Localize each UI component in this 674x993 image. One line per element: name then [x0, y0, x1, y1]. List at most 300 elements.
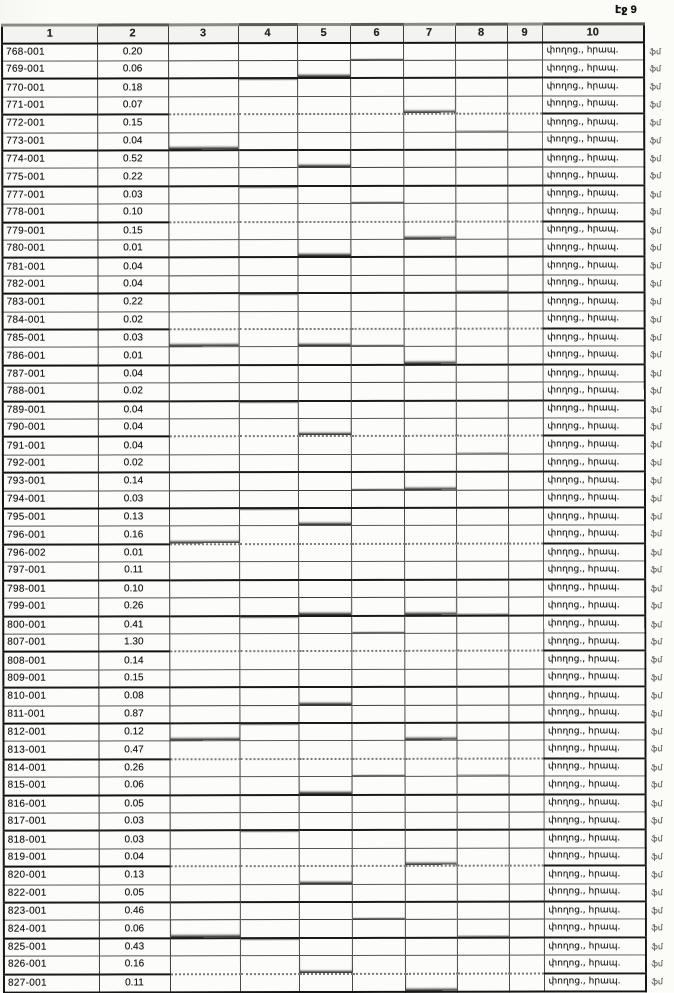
empty-cell [298, 436, 351, 454]
empty-cell [169, 669, 239, 687]
table-row [3, 472, 645, 491]
table-row [3, 507, 645, 526]
area-value: 0.06 [99, 777, 170, 795]
land-use-note-text: փողոց., հրապ. [547, 349, 620, 360]
margin-mark: ֆմ [651, 834, 663, 844]
empty-cell [239, 544, 298, 562]
empty-cell [350, 221, 403, 239]
empty-cell [298, 651, 351, 669]
empty-cell [298, 580, 351, 598]
empty-cell [298, 365, 351, 383]
empty-cell [298, 723, 351, 741]
area-value: 0.03 [98, 490, 169, 508]
empty-cell [351, 418, 404, 436]
empty-cell [404, 705, 456, 723]
land-use-note-text: փողոց., հրապ. [546, 98, 619, 109]
margin-mark: ֆմ [649, 261, 662, 271]
empty-cell [168, 258, 238, 276]
empty-cell [456, 382, 508, 400]
margin-mark: ֆմ [651, 816, 663, 826]
empty-cell [404, 544, 456, 562]
empty-cell [352, 794, 405, 812]
empty-cell [298, 669, 351, 687]
land-use-note-text: փողոց., հրապ. [546, 170, 619, 181]
land-use-note [543, 472, 662, 490]
land-use-note-text: փողոց., հրապ. [546, 45, 619, 56]
land-use-note [543, 293, 662, 311]
area-value: 0.26 [98, 598, 169, 616]
margin-mark: ֆմ [650, 691, 663, 701]
empty-cell [297, 186, 350, 204]
empty-cell [508, 329, 543, 347]
empty-cell [298, 454, 351, 472]
empty-cell [509, 884, 544, 902]
land-use-note-text: փողոց., հրապ. [547, 403, 620, 414]
margin-mark: ֆմ [650, 333, 662, 343]
table-row [4, 866, 646, 885]
parcel-code: 780-001 [2, 240, 97, 258]
area-value: 0.03 [98, 329, 169, 347]
table-row [2, 239, 644, 258]
land-use-note-text: փողոց., հրապ. [547, 618, 620, 629]
parcel-code: 793-001 [3, 473, 98, 491]
empty-cell [508, 400, 543, 418]
header-row [2, 24, 644, 43]
table-row [4, 758, 646, 777]
empty-cell [457, 812, 509, 830]
empty-cell [508, 275, 543, 293]
land-use-note-text: փողոց., հրապ. [546, 117, 619, 128]
empty-cell [404, 329, 456, 347]
empty-cell [509, 919, 544, 937]
column-header-10: 10 [542, 24, 644, 42]
empty-cell [457, 776, 509, 794]
table-row [3, 561, 645, 580]
land-use-note [542, 96, 662, 114]
land-use-note [543, 615, 663, 633]
column-header-9: 9 [507, 24, 542, 42]
table-row [3, 651, 645, 670]
table-row [4, 919, 646, 938]
empty-cell [239, 401, 298, 419]
parcel-code: 788-001 [3, 383, 98, 401]
land-use-note-text: փողոց., հրապ. [547, 332, 620, 343]
table-row [4, 955, 646, 974]
empty-cell [239, 669, 298, 687]
empty-cell [351, 508, 404, 526]
area-value: 0.04 [98, 276, 169, 294]
land-use-note [542, 167, 662, 185]
empty-cell [456, 597, 508, 615]
land-use-note [544, 848, 663, 866]
empty-cell [299, 920, 352, 938]
parcel-code: 769-001 [2, 61, 97, 79]
land-use-note-text: փողոց., հրապ. [548, 886, 621, 897]
land-use-note [543, 633, 663, 651]
area-value: 0.08 [98, 687, 169, 705]
table-row [4, 883, 646, 902]
empty-cell [509, 955, 544, 973]
margin-mark: ֆմ [650, 619, 663, 629]
empty-cell [352, 776, 405, 794]
land-use-note-text: փողոց., հրապ. [546, 188, 619, 199]
empty-cell [351, 454, 404, 472]
land-use-note-text: փողոց., հրապ. [547, 296, 620, 307]
land-use-note-text: փողոց., հրապ. [546, 242, 619, 253]
empty-cell [239, 616, 298, 634]
empty-cell [298, 741, 351, 759]
area-value: 0.04 [98, 365, 169, 383]
empty-cell [351, 562, 404, 580]
empty-cell [297, 204, 350, 222]
parcel-code: 826-001 [4, 956, 99, 974]
empty-cell [404, 275, 456, 293]
empty-cell [351, 580, 404, 598]
empty-cell [239, 705, 298, 723]
parcel-code: 819-001 [4, 849, 99, 867]
empty-cell [509, 937, 544, 955]
area-value: 1.30 [98, 634, 169, 652]
empty-cell [297, 222, 350, 240]
empty-cell [405, 812, 457, 830]
empty-cell [238, 240, 297, 258]
empty-cell [238, 96, 297, 114]
land-use-note [544, 866, 663, 884]
empty-cell [403, 203, 455, 221]
table-row [2, 221, 644, 240]
table-row [2, 203, 644, 222]
empty-cell [239, 365, 298, 383]
empty-cell [508, 561, 543, 579]
empty-cell [351, 490, 404, 508]
land-use-note [543, 704, 663, 722]
empty-cell [456, 705, 508, 723]
empty-cell [455, 185, 507, 203]
empty-cell [405, 794, 457, 812]
land-use-note-text: փողոց., հրապ. [548, 761, 621, 772]
empty-cell [352, 902, 405, 920]
empty-cell [456, 687, 508, 705]
area-value: 0.11 [98, 562, 169, 580]
area-value: 0.14 [98, 652, 169, 670]
empty-cell [297, 150, 350, 168]
empty-cell [298, 418, 351, 436]
margin-mark: ֆմ [650, 458, 662, 468]
margin-mark: ֆմ [651, 959, 663, 969]
area-value: 0.10 [98, 580, 169, 598]
land-use-note [542, 42, 662, 60]
empty-cell [168, 222, 238, 240]
empty-cell [240, 920, 299, 938]
empty-cell [240, 830, 299, 848]
empty-cell [238, 114, 297, 132]
empty-cell [404, 741, 456, 759]
table-row [3, 418, 645, 437]
empty-cell [456, 561, 508, 579]
land-use-note [543, 382, 662, 400]
margin-mark: ֆմ [650, 422, 662, 432]
empty-cell [455, 96, 507, 114]
margin-mark: ֆմ [650, 565, 663, 575]
empty-cell [457, 830, 509, 848]
table-row [3, 328, 645, 347]
margin-mark: ֆմ [649, 171, 662, 181]
land-use-note [543, 507, 663, 525]
margin-mark: ֆմ [649, 64, 662, 74]
empty-cell [170, 848, 240, 866]
empty-cell [352, 830, 405, 848]
area-value: 0.03 [99, 831, 170, 849]
empty-cell [507, 60, 542, 78]
parcel-code: 770-001 [2, 79, 97, 97]
empty-cell [350, 239, 403, 257]
empty-cell [352, 956, 405, 974]
land-use-note-text: փողոց., հրապ. [547, 492, 620, 503]
parcel-code: 798-001 [3, 580, 98, 598]
land-use-note-text: փողոց., հրապ. [547, 635, 620, 647]
empty-cell [508, 633, 543, 651]
empty-cell [240, 813, 299, 831]
empty-cell [350, 203, 403, 221]
margin-mark: ֆմ [650, 297, 662, 307]
empty-cell [352, 920, 405, 938]
empty-cell [351, 400, 404, 418]
empty-cell [404, 669, 456, 687]
empty-cell [456, 400, 508, 418]
table-row [3, 579, 645, 598]
empty-cell [298, 490, 351, 508]
land-use-note-text: փողոց., հրապ. [548, 797, 621, 808]
margin-mark: ֆմ [650, 279, 662, 289]
empty-cell [299, 884, 352, 902]
empty-cell [297, 78, 350, 96]
margin-mark: ֆմ [651, 852, 663, 862]
area-value: 0.01 [98, 347, 169, 365]
empty-cell [509, 866, 544, 884]
parcel-code: 827-001 [4, 974, 99, 992]
empty-cell [405, 830, 457, 848]
empty-cell [299, 902, 352, 920]
empty-cell [299, 830, 352, 848]
area-value: 0.41 [98, 616, 169, 634]
empty-cell [298, 401, 351, 419]
empty-cell [239, 454, 298, 472]
empty-cell [457, 973, 509, 991]
area-value: 0.04 [98, 419, 169, 437]
table-row [3, 382, 645, 401]
land-use-note [544, 883, 663, 901]
table-row [2, 131, 644, 150]
margin-mark: ֆմ [650, 583, 663, 594]
margin-mark: ֆմ [650, 744, 663, 754]
empty-cell [456, 579, 508, 597]
land-use-note-text: փողոց., հրապ. [547, 726, 620, 737]
parcel-code: 789-001 [3, 401, 98, 419]
area-value: 0.15 [98, 670, 169, 688]
parcel-code: 782-001 [3, 276, 98, 294]
land-use-note [543, 364, 662, 382]
empty-cell [352, 884, 405, 902]
empty-cell [508, 651, 543, 669]
empty-cell [352, 848, 405, 866]
table-row [2, 113, 644, 132]
area-value: 0.06 [99, 920, 170, 938]
margin-mark: ֆմ [650, 404, 662, 414]
empty-cell [457, 794, 509, 812]
parcel-code: 814-001 [4, 759, 99, 777]
empty-cell [297, 96, 350, 114]
empty-cell [239, 490, 298, 508]
area-value: 0.07 [97, 97, 168, 115]
land-use-note [543, 328, 662, 346]
margin-mark: ֆմ [650, 386, 662, 396]
empty-cell [238, 78, 297, 96]
margin-mark: ֆմ [650, 314, 662, 324]
empty-cell [404, 418, 456, 436]
empty-cell [404, 347, 456, 365]
land-use-note-text: փողոց., հրապ. [547, 707, 620, 718]
parcel-code: 791-001 [3, 437, 98, 455]
empty-cell [239, 598, 298, 616]
parcel-code: 768-001 [2, 43, 97, 61]
parcel-code: 799-001 [3, 598, 98, 616]
empty-cell [456, 651, 508, 669]
empty-cell [350, 42, 403, 60]
table-row [3, 597, 645, 616]
empty-cell [169, 401, 239, 419]
land-use-note-text: փողոց., հրապ. [547, 367, 620, 379]
empty-cell [403, 150, 455, 168]
table-row [2, 42, 644, 61]
land-use-note-text: փողոց., հրապ. [548, 905, 621, 916]
empty-cell [299, 974, 352, 992]
parcel-code: 811-001 [3, 706, 98, 724]
empty-cell [239, 472, 298, 490]
empty-cell [508, 382, 543, 400]
empty-cell [298, 293, 351, 311]
empty-cell [404, 597, 456, 615]
parcel-code: 820-001 [4, 867, 99, 885]
empty-cell [239, 741, 298, 759]
empty-cell [238, 132, 297, 150]
empty-cell [404, 526, 456, 544]
column-header-8: 8 [455, 24, 507, 42]
land-use-note [542, 149, 662, 167]
land-use-note-text: փողոց., հրապ. [548, 833, 621, 844]
table-row [3, 310, 645, 329]
empty-cell [350, 168, 403, 186]
parcel-code: 824-001 [4, 920, 99, 938]
empty-cell [238, 60, 297, 78]
land-use-note [543, 275, 662, 293]
parcel-code: 772-001 [2, 115, 97, 133]
land-use-note [543, 722, 663, 740]
land-use-note [542, 221, 662, 239]
empty-cell [508, 454, 543, 472]
empty-cell [404, 382, 456, 400]
parcel-code: 784-001 [3, 312, 98, 330]
empty-cell [170, 884, 240, 902]
land-use-note [543, 454, 662, 472]
table-row [4, 901, 646, 920]
land-use-note-text: փողոց., հրապ. [546, 206, 619, 217]
empty-cell [240, 777, 299, 795]
empty-cell [169, 526, 239, 544]
parcel-code: 813-001 [3, 741, 98, 759]
empty-cell [240, 866, 299, 884]
empty-cell [238, 150, 297, 168]
area-value: 0.13 [99, 867, 170, 885]
empty-cell [297, 168, 350, 186]
area-value: 0.02 [98, 311, 169, 329]
empty-cell [456, 633, 508, 651]
margin-mark: ֆմ [651, 780, 663, 790]
table-row [4, 848, 646, 867]
empty-cell [351, 669, 404, 687]
empty-cell [298, 329, 351, 347]
empty-cell [169, 455, 239, 473]
empty-cell [404, 562, 456, 580]
table-row [2, 60, 644, 79]
empty-cell [298, 311, 351, 329]
parcel-code: 786-001 [3, 347, 98, 365]
empty-cell [170, 831, 240, 849]
empty-cell [455, 221, 507, 239]
empty-cell [299, 866, 352, 884]
land-use-note [543, 346, 662, 364]
empty-cell [238, 43, 297, 61]
page-number: էջ 9 [615, 4, 637, 16]
empty-cell [169, 437, 239, 455]
empty-cell [170, 866, 240, 884]
empty-cell [351, 741, 404, 759]
table-row [3, 633, 645, 652]
empty-cell [240, 848, 299, 866]
margin-mark: ֆմ [650, 529, 663, 539]
empty-cell [507, 78, 542, 96]
table-row [3, 275, 645, 294]
empty-cell [238, 186, 297, 204]
land-use-note-text: փողոց., հրապ. [547, 600, 620, 611]
empty-cell [507, 185, 542, 203]
land-use-note [542, 60, 662, 78]
empty-cell [238, 222, 297, 240]
empty-cell [169, 705, 239, 723]
empty-cell [351, 687, 404, 705]
empty-cell [350, 186, 403, 204]
empty-cell [455, 150, 507, 168]
land-use-note-text: փողոց., հրապ. [547, 421, 620, 432]
land-use-note-text: փողոց., հրապ. [546, 260, 619, 271]
table-row [4, 812, 646, 831]
land-use-note [543, 740, 663, 758]
empty-cell [169, 508, 239, 526]
parcel-code: 771-001 [2, 97, 97, 115]
empty-cell [509, 902, 544, 920]
table-row [3, 400, 645, 419]
empty-cell [404, 615, 456, 633]
land-use-note-text: փողոց., հրապ. [546, 81, 619, 92]
land-use-note-text: փողոց., հրապ. [548, 958, 621, 969]
margin-mark: ֆմ [650, 673, 663, 683]
empty-cell [455, 239, 507, 257]
empty-cell [403, 185, 455, 203]
empty-cell [509, 848, 544, 866]
empty-cell [508, 705, 543, 723]
empty-cell [169, 365, 239, 383]
land-use-note-text: փողոց., հրապ. [547, 743, 620, 754]
empty-cell [508, 508, 543, 526]
